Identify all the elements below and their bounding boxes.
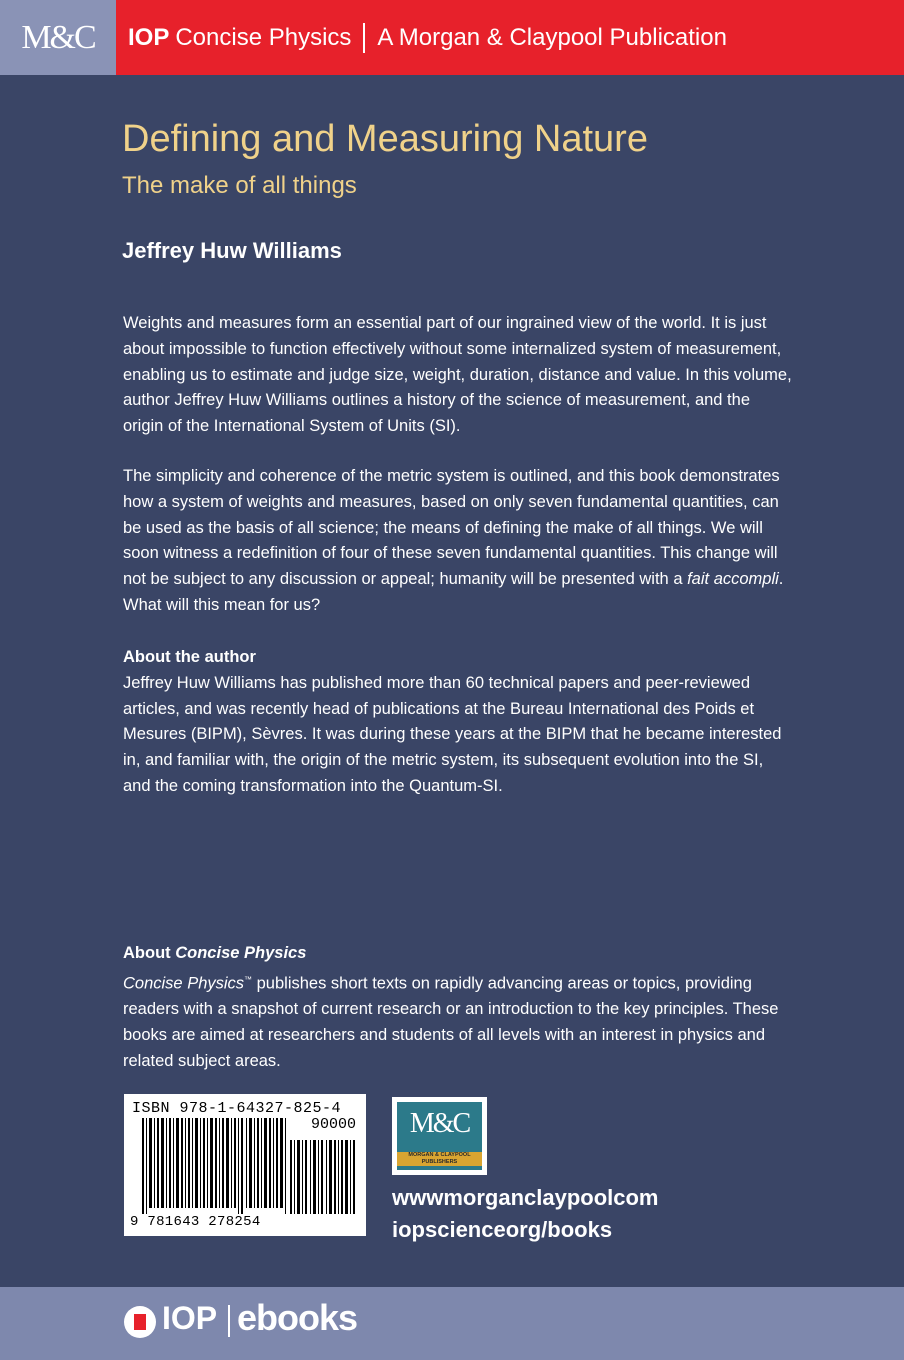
about-author-section <box>123 645 793 800</box>
mcp-logo-panel <box>397 1102 482 1170</box>
about-concise-heading <box>123 941 793 967</box>
mc-logo-box <box>0 0 116 75</box>
price-code: 90000 <box>310 1116 356 1133</box>
iop-label: IOP <box>128 23 170 51</box>
publisher-urls <box>392 1182 659 1246</box>
concise-italic-lead: Concise Physics <box>123 974 245 993</box>
trademark-symbol: ™ <box>244 974 253 984</box>
mcp-band-text: MORGAN & CLAYPOOL PUBLISHERS <box>397 1152 482 1166</box>
series-banner <box>116 0 904 75</box>
footer-divider <box>228 1305 230 1337</box>
iop-circle-icon <box>124 1306 156 1338</box>
mc-logo: M&C <box>21 18 95 56</box>
heading-italic: Concise Physics <box>175 944 307 962</box>
book-subtitle: The make of all things <box>122 172 357 199</box>
url-morganclaypool[interactable]: wwwmorganclaypoolcom <box>392 1185 659 1210</box>
heading-prefix: About <box>123 944 176 962</box>
header-bar <box>0 0 904 75</box>
about-author-heading: About the author <box>123 648 256 666</box>
p2-italic-text: fait accompli <box>687 570 779 589</box>
url-iopscience[interactable]: iopscienceorg/books <box>392 1217 613 1242</box>
mcp-initials: M&C <box>409 1108 470 1139</box>
iop-circle-inner <box>134 1314 146 1330</box>
about-concise-text: publishes short texts on rapidly advancing areas or topics, providing readers with a snapshot of current research or an introduction to the key principles. These books are aimed at researchers and students of all levels with an interest in physics and related subject areas. <box>123 974 779 1070</box>
p2-main-text: The simplicity and coherence of the metric system is outlined, and this book demonstrates how a system of weights and measures, based on only seven fundamental quantities, can be used as the basis of all science; the means of defining the make of all things. We will soon witness a redefinition of four of these seven fundamental quantities. This change will not be subject to any discussion or appeal; humanity will be presented with a <box>123 467 780 589</box>
footer-ebooks-label: ebooks <box>237 1297 358 1338</box>
banner-divider <box>363 23 365 53</box>
morgan-claypool-logo <box>392 1097 487 1175</box>
description-paragraph-1: Weights and measures form an essential part of our ingrained view of the world. It is just about impossible to function effectively without some internalized system of measurement, enabling us to estimate and judge size, weight, duration, distance and value. In this volume, author Jeffrey Huw Williams outlines a history of the science of measurement, and the origin of the International System of Units (SI). <box>123 314 792 436</box>
about-author-text: Jeffrey Huw Williams has published more than 60 technical papers and peer-reviewed articles, and was recently head of publications at the Bureau International des Poids et Mesures (BIPM), Sèvres. It was during these years at the BIPM that he became interested in, and familiar with, the origin of the metric system, its subsequent evolution into the SI, and the coming transformation into the Quantum-SI. <box>123 673 782 795</box>
isbn-number: ISBN 978-1-64327-825-4 <box>132 1100 342 1117</box>
series-name: Concise Physics <box>175 23 352 51</box>
addon-barcode-icon <box>290 1134 356 1214</box>
footer-iop-label: IOP <box>162 1300 218 1336</box>
about-concise-section <box>123 941 793 1074</box>
publisher-name: A Morgan & Claypool Publication <box>377 23 727 51</box>
description-paragraph-2 <box>123 464 793 619</box>
book-author: Jeffrey Huw Williams <box>122 238 342 263</box>
barcode-number: 9 781643 278254 <box>130 1214 261 1230</box>
book-title: Defining and Measuring Nature <box>122 118 648 160</box>
isbn-barcode <box>124 1094 366 1236</box>
p2-end-text: . What will this mean for us? <box>123 570 784 614</box>
